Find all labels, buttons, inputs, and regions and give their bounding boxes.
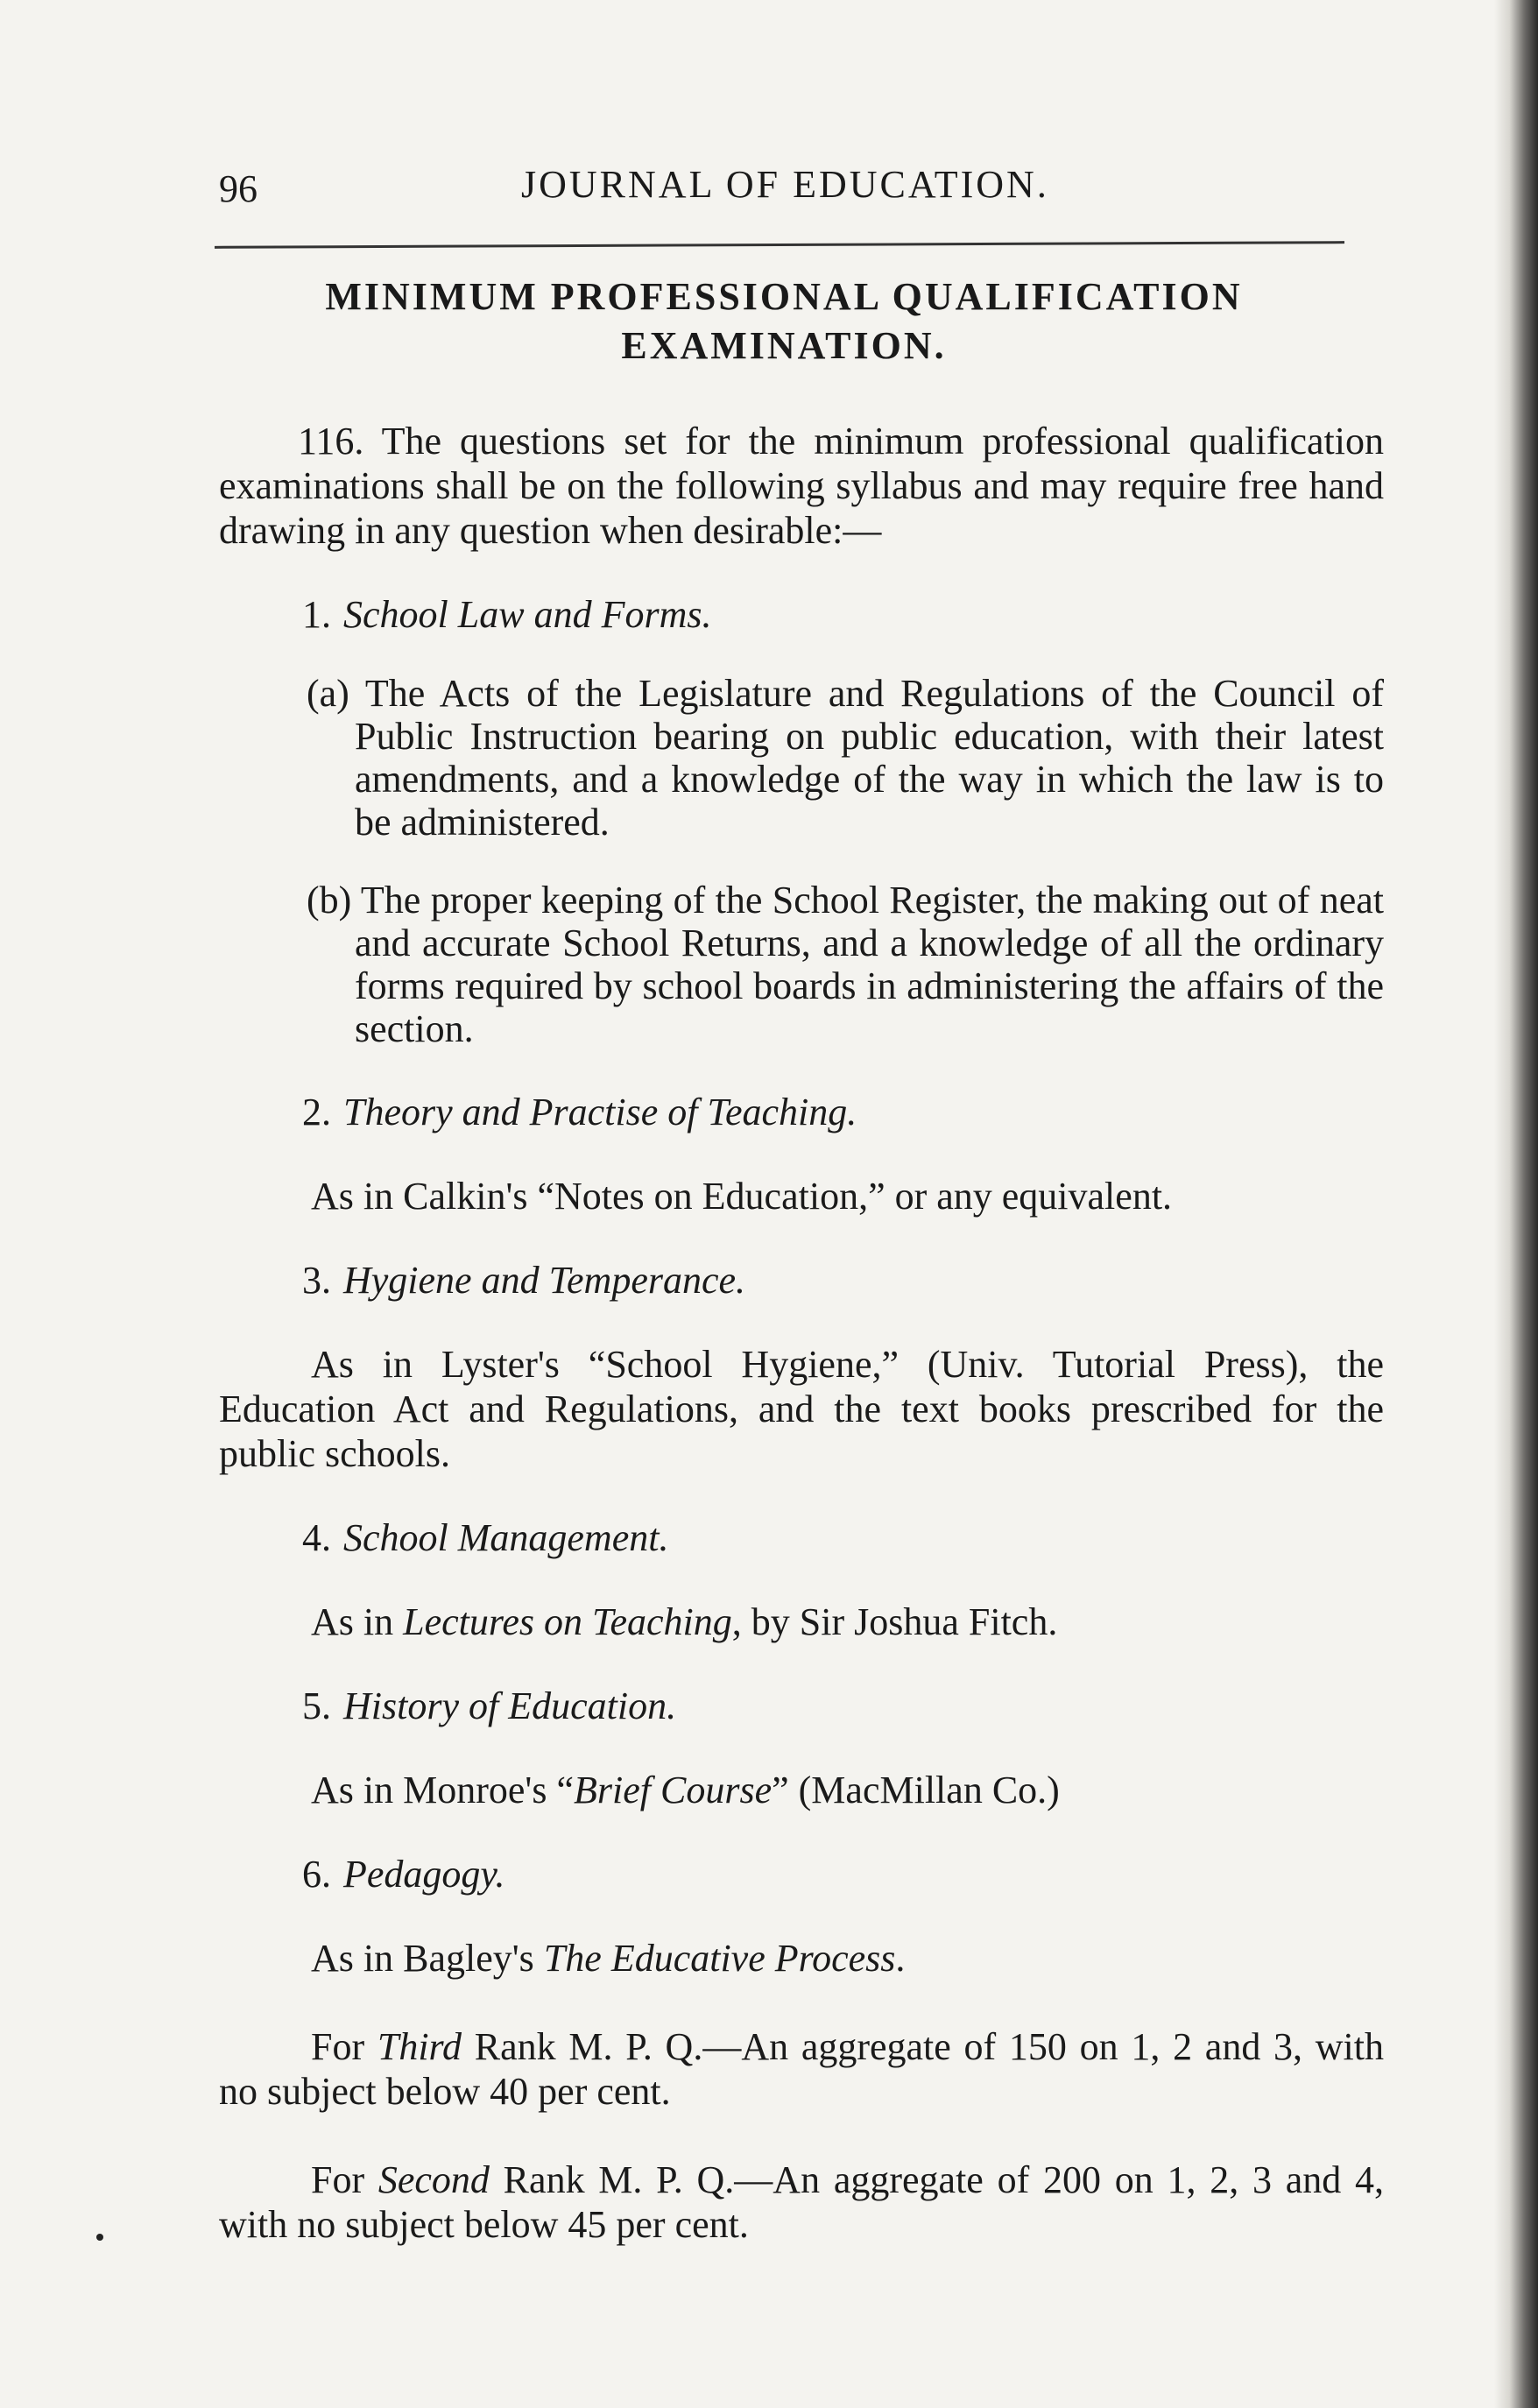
section-title-line1: MINIMUM PROFESSIONAL QUALIFICATION [325,275,1243,318]
subitem-label: (a) [307,672,349,715]
section-title-line2: EXAMINATION. [621,324,947,367]
item-heading-1 [302,592,1384,637]
journal-title: JOURNAL OF EDUCATION. [521,163,1049,206]
page-number: 96 [219,167,258,210]
subitem-a [307,672,1384,844]
section-title [219,272,1384,371]
book-title: Brief Course [574,1769,773,1811]
item-heading-4 [302,1515,1384,1560]
intro-paragraph: 116. The questions set for the minimum professional qualification examinations shall be on the following syllabus and may require free hand drawing in any question when desirable:— [219,420,1384,552]
item-number: 2. [302,1091,331,1133]
item-heading-2 [302,1090,1384,1134]
rank-name: Second [377,2158,490,2201]
subitem-text: The Acts of the Legislature and Regulations of the Council of Public Instruction bearing on public education, with their latest amendments, and a knowledge of the way in which the law is to be administered. [355,672,1384,844]
book-title: The Educative Process [543,1937,896,1980]
rank-second-paragraph: For Second Rank M. P. Q.—An aggregate of 200 on 1, 2, 3 and 4, with no subject below 45 per cent. [219,2158,1384,2246]
item-number: 3. [302,1259,331,1302]
item-title: School Management. [343,1516,669,1559]
item-number: 1. [302,593,331,636]
item-description-5: As in Monroe's “Brief Course” (MacMillan Co.) [311,1769,1060,1811]
item-description-6: As in Bagley's The Educative Process. [311,1937,906,1980]
item-number: 6. [302,1853,331,1896]
item-title: Hygiene and Temperance. [343,1259,746,1302]
item-title: School Law and Forms. [343,593,712,636]
item-heading-3 [302,1258,1384,1303]
running-head [219,158,1384,237]
item-heading-6 [302,1852,1384,1896]
item-title: Pedagogy. [343,1853,505,1896]
subitem-text: The proper keeping of the School Register, the making out of neat and accurate School Returns, and a knowledge of all the ordinary forms required by school boards in administering the affairs of the section. [355,879,1384,1050]
item-description-3: As in Lyster's “School Hygiene,” (Univ. Tutorial Press), the Education Act and Regulations, and the text books prescribed for the public schools. [219,1343,1384,1475]
item-description-2: As in Calkin's “Notes on Education,” or any equivalent. [311,1175,1173,1218]
rank-third-paragraph: For Third Rank M. P. Q.—An aggregate of 150 on 1, 2 and 3, with no subject below 40 per cent. [219,2025,1385,2113]
item-description-4: As in Lectures on Teaching, by Sir Joshua Fitch. [311,1600,1058,1643]
page-binding-shadow [1494,0,1538,2408]
ink-speck [96,2234,103,2241]
header-rule [215,241,1344,249]
item-number: 5. [302,1684,331,1727]
journal-page [219,158,1384,2247]
subitem-label: (b) [307,879,352,922]
book-title: Lectures on Teaching [403,1600,732,1643]
item-title: Theory and Practise of Teaching. [343,1091,857,1133]
item-heading-5 [302,1684,1384,1728]
rank-name: Third [377,2025,462,2068]
subitem-b [307,879,1384,1050]
item-number: 4. [302,1516,331,1559]
item-title: History of Education. [343,1684,677,1727]
